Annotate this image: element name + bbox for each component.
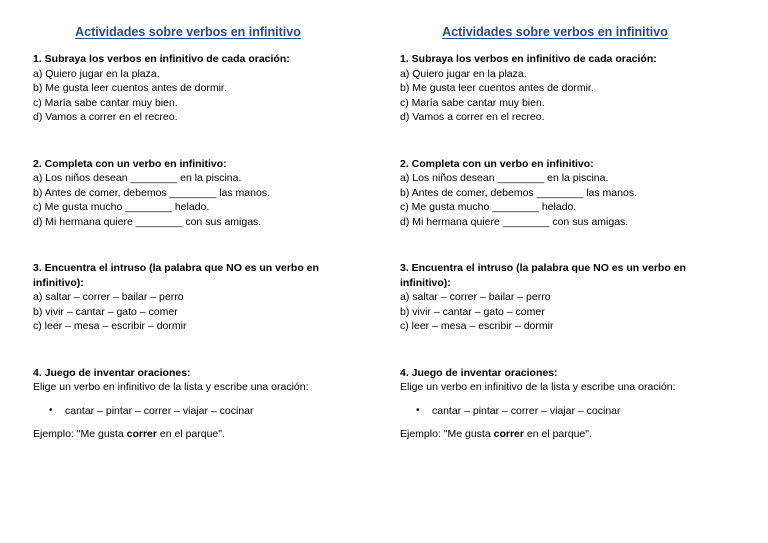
section-2-item: a) Los niños desean ________ en la piscina. (400, 172, 609, 184)
section-3-item: a) saltar – correr – bailar – perro (400, 291, 551, 303)
section-3-item: c) leer – mesa – escribir – dormir (400, 320, 554, 332)
example-sentence (400, 427, 710, 442)
example-suffix: en el parque". (523, 428, 592, 440)
section-1-heading: 1. Subraya los verbos en infinitivo de cada oración: (400, 53, 657, 65)
section-2-item: b) Antes de comer, debemos ________ las manos. (400, 186, 637, 199)
section-1-item: d) Vamos a correr en el recreo. (33, 111, 178, 123)
section-1-item: b) Me gusta leer cuentos antes de dormir. (33, 82, 227, 94)
example-prefix: Ejemplo: "Me gusta (400, 428, 494, 440)
section-3-heading-line-2: infinitivo): (400, 276, 451, 289)
section-3-item: b) vivir – cantar – gato – comer (33, 305, 178, 318)
section-1-item: b) Me gusta leer cuentos antes de dormir. (400, 82, 594, 94)
section-2-item: d) Mi hermana quiere ________ con sus amigas. (400, 215, 629, 228)
worksheet-title: Actividades sobre verbos en infinitivo (442, 25, 668, 39)
example-bold-verb: correr (126, 428, 157, 440)
bullet-icon: • (416, 404, 420, 416)
section-2-heading: 2. Completa con un verbo en infinitivo: (400, 157, 594, 170)
bullet-icon: • (49, 404, 53, 416)
example-sentence (33, 427, 343, 442)
section-4 (33, 366, 343, 442)
section-1-item: a) Quiero jugar en la plaza. (33, 67, 160, 80)
section-1-item: a) Quiero jugar en la plaza. (400, 67, 527, 80)
section-4-heading: 4. Juego de inventar oraciones: (400, 366, 558, 379)
section-2-heading: 2. Completa con un verbo en infinitivo: (33, 157, 227, 170)
section-3 (33, 261, 343, 334)
section-3-item: c) leer – mesa – escribir – dormir (33, 320, 187, 332)
section-2 (400, 157, 710, 230)
worksheet-left (33, 24, 343, 442)
example-prefix: Ejemplo: "Me gusta (33, 428, 127, 440)
section-3-heading-line-2: infinitivo): (33, 276, 84, 289)
section-2-item: d) Mi hermana quiere ________ con sus amigas. (33, 215, 262, 228)
section-3 (400, 261, 710, 334)
worksheet-right (400, 24, 710, 442)
verb-list-item (49, 404, 343, 419)
section-4-instruction: Elige un verbo en infinitivo de la lista y escribe una oración: (400, 381, 676, 393)
section-4 (400, 366, 710, 442)
section-2-item: a) Los niños desean ________ en la piscina. (33, 172, 242, 184)
section-3-heading-line-1: 3. Encuentra el intruso (la palabra que NO es un verbo en (400, 262, 686, 274)
verb-list-item (416, 404, 710, 419)
section-3-item: b) vivir – cantar – gato – comer (400, 305, 545, 318)
section-2-item: b) Antes de comer, debemos ________ las manos. (33, 186, 270, 199)
section-4-instruction: Elige un verbo en infinitivo de la lista y escribe una oración: (33, 381, 309, 393)
example-suffix: en el parque". (156, 428, 225, 440)
section-3-heading-line-1: 3. Encuentra el intruso (la palabra que NO es un verbo en (33, 262, 319, 274)
verb-list-text: cantar – pintar – correr – viajar – cocinar (432, 404, 621, 417)
section-1-item: c) María sabe cantar muy bien. (33, 96, 178, 109)
section-1-item: c) María sabe cantar muy bien. (400, 96, 545, 109)
section-2-item: c) Me gusta mucho ________ helado. (33, 201, 210, 213)
example-bold-verb: correr (493, 428, 524, 440)
section-1-item: d) Vamos a correr en el recreo. (400, 111, 545, 123)
section-1 (33, 52, 343, 125)
section-4-heading: 4. Juego de inventar oraciones: (33, 366, 191, 379)
section-1-heading: 1. Subraya los verbos en infinitivo de cada oración: (33, 53, 290, 65)
section-1 (400, 52, 710, 125)
verb-list-text: cantar – pintar – correr – viajar – cocinar (65, 404, 254, 417)
section-2-item: c) Me gusta mucho ________ helado. (400, 201, 577, 213)
section-2 (33, 157, 343, 230)
section-3-item: a) saltar – correr – bailar – perro (33, 291, 184, 303)
worksheet-title: Actividades sobre verbos en infinitivo (75, 25, 301, 39)
